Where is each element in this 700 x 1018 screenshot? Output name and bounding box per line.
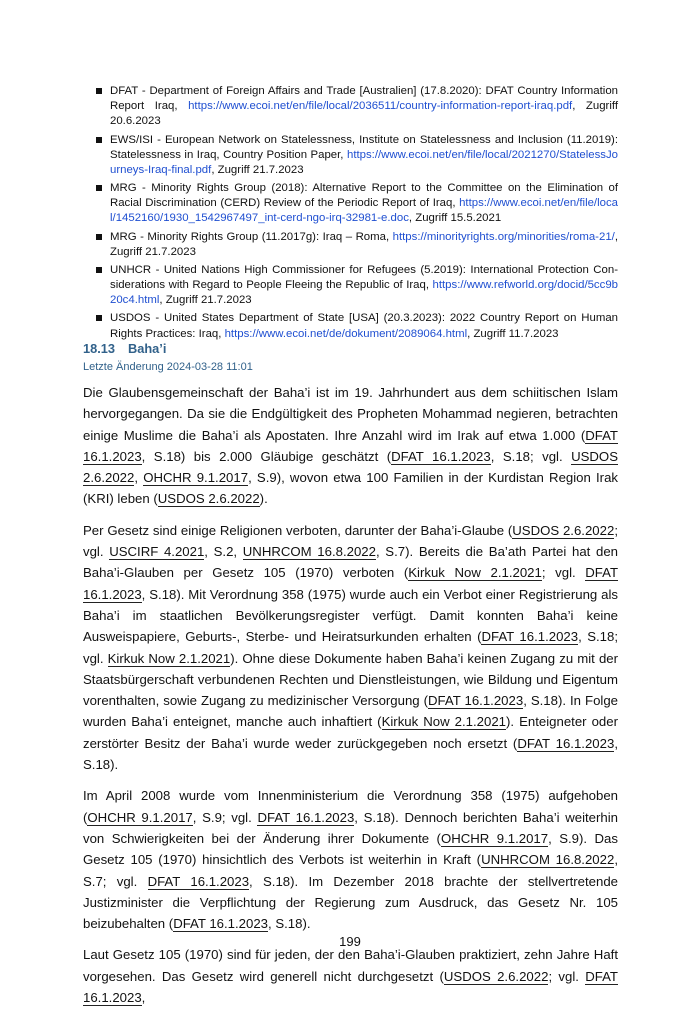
- paragraph-text: , S.9; vgl.: [192, 809, 258, 825]
- source-link[interactable]: https://www.ecoi.net/en/file/local/2036511/country-information-report-iraq.pdf: [188, 100, 573, 113]
- source-list: [96, 84, 618, 345]
- paragraph-text: , S.9). Das Gesetz 105 (1970) hinsichtlich des Verbots ist weiterhin in Kraft (: [83, 830, 618, 868]
- paragraph-text: , S.9), wovon etwa 100 Familien in der Kurdistan Region Irak (KRI) leben (: [83, 470, 618, 507]
- source-item: [96, 181, 618, 227]
- citation-link[interactable]: DFAT 16.1.2023: [391, 448, 491, 464]
- paragraph-text: , S.18).: [83, 735, 618, 773]
- source-text: USDOS - United States Department of State [USA] (20.3.2023): 2022 Country Report on Human Rights Practices: Iraq,: [110, 312, 618, 340]
- source-item: [96, 133, 618, 179]
- citation-link[interactable]: DFAT 16.1.2023: [173, 916, 269, 932]
- body-paragraph: [83, 785, 618, 934]
- citation-link[interactable]: Kirkuk Now 2.1.2021: [107, 650, 231, 666]
- paragraph-text: , S.18) bis 2.000 Gläubige geschätzt (: [141, 448, 392, 464]
- body-paragraph: [83, 382, 618, 510]
- bullet-icon: [96, 88, 102, 94]
- body-paragraph: [83, 944, 618, 1008]
- paragraph-text: , S.2,: [204, 544, 243, 560]
- citation-link[interactable]: UNHRCOM 16.8.2022: [481, 852, 615, 868]
- source-text: UNHCR - United Nations High Commissioner for Refugees (5.2019): International Protection Considerations with Regard to People Fleeing the Republic of Iraq,: [110, 263, 618, 291]
- source-item: [96, 311, 618, 341]
- paragraph-text: ; vgl.: [548, 968, 586, 984]
- paragraph-text: ).: [259, 491, 268, 507]
- paragraph-text: ; vgl.: [541, 565, 586, 581]
- source-item: [96, 230, 618, 260]
- section-heading: [83, 341, 166, 356]
- citation-link[interactable]: DFAT 16.1.2023: [83, 565, 619, 602]
- body-paragraph: [83, 520, 618, 776]
- paragraph-text: , S.18; vgl.: [490, 448, 572, 464]
- citation-link[interactable]: Kirkuk Now 2.1.2021: [381, 714, 507, 730]
- source-item: [96, 263, 618, 309]
- source-link[interactable]: https://www.ecoi.net/en/file/local/2021270/StatelessJourneys-Iraq-final.pdf: [110, 148, 618, 176]
- access-date: , Zugriff 11.7.2023: [467, 327, 559, 340]
- source-link[interactable]: https://www.ecoi.net/de/dokument/2089064.html: [224, 327, 468, 340]
- citation-link[interactable]: DFAT 16.1.2023: [83, 427, 618, 464]
- paragraph-text: Per Gesetz sind einige Religionen verboten, darunter der Baha’i-Glaube (: [83, 522, 513, 538]
- paragraph-text: Im April 2008 wurde vom Innenministerium die Verordnung 358 (1975) aufgehoben (: [83, 788, 618, 825]
- access-date: , Zugriff 21.7.2023: [211, 163, 304, 176]
- citation-link[interactable]: USDOS 2.6.2022: [83, 448, 618, 486]
- source-text: MRG - Minority Rights Group (2018): Alternative Report to the Committee on the Elimination of Racial Discrimination (CERD) Review of the Periodic Report of Iraq,: [110, 182, 618, 210]
- paragraph-text: , S.18). Im Dezember 2018 brachte der stellvertretende Justizminister die Verpflichtung der Regierung zum Ausdruck, das Gesetz Nr. 105 beizubehalten (: [83, 873, 618, 932]
- paragraph-text: ; vgl.: [83, 522, 618, 560]
- citation-link[interactable]: USDOS 2.6.2022: [157, 491, 260, 507]
- citation-link[interactable]: DFAT 16.1.2023: [517, 735, 615, 751]
- bullet-icon: [96, 234, 102, 240]
- page-number: 199: [339, 934, 361, 949]
- source-text: DFAT - Department of Foreign Affairs and Trade [Australien] (17.8.2020): DFAT Country Information Report Iraq,: [110, 85, 618, 113]
- source-text: MRG - Minority Rights Group (11.2017g): Iraq – Roma,: [110, 230, 393, 243]
- bullet-icon: [96, 137, 102, 143]
- access-date: , Zugriff 21.7.2023: [159, 294, 252, 307]
- paragraph-text: , S.7; vgl.: [83, 852, 618, 889]
- citation-link[interactable]: OHCHR 9.1.2017: [440, 830, 549, 846]
- citation-link[interactable]: DFAT 16.1.2023: [147, 873, 250, 889]
- citation-link[interactable]: USCIRF 4.2021: [109, 544, 205, 560]
- source-item: [96, 84, 618, 130]
- source-link[interactable]: https://www.refworld.org/docid/5cc9b20c4.html: [110, 279, 618, 307]
- paragraph-text: Laut Gesetz 105 (1970) sind für jeden, der den Baha’i-Glauben praktiziert, zehn Jahre Haft vorgesehen. Das Gesetz wird generell nicht durchgesetzt (: [83, 947, 618, 984]
- paragraph-text: , S.18). In Folge wurden Baha’i enteignet, manche auch inhaftiert (: [83, 693, 618, 730]
- paragraph-text: ,: [134, 470, 144, 486]
- source-link[interactable]: https://www.ecoi.net/en/file/local/1452160/1930_1542967497_int-cerd-ngo-irq-32981-e.doc: [110, 197, 618, 225]
- last-changed-date: Letzte Änderung 2024-03-28 11:01: [83, 361, 253, 373]
- bullet-icon: [96, 267, 102, 273]
- citation-link[interactable]: DFAT 16.1.2023: [83, 968, 618, 1006]
- citation-link[interactable]: DFAT 16.1.2023: [481, 629, 579, 645]
- source-text: EWS/ISI - European Network on Statelessness, Institute on Statelessness and Inclusion (11.2019): Statelessness in Iraq, Country Position Paper,: [110, 133, 618, 161]
- paragraph-text: , S.18). Dennoch berichten Baha’i weiterhin von Schwierigkeiten bei der Änderung ihrer Dokumente (: [83, 809, 618, 846]
- citation-link[interactable]: USDOS 2.6.2022: [512, 522, 615, 538]
- paragraph-text: ). Enteigneter oder zerstörter Besitz der Baha’i wurde weder zurückgegeben noch ersetzt (: [83, 714, 618, 751]
- access-date: , Zugriff 15.5.2021: [408, 212, 502, 225]
- bullet-icon: [96, 185, 102, 191]
- paragraph-text: , S.7). Bereits die Ba’ath Partei hat den Baha’i-Glauben per Gesetz 105 (1970) verboten (: [83, 544, 618, 581]
- paragraph-text: , S.18). Mit Verordnung 358 (1975) wurde auch ein Verbot einer Registrierung als Baha’i im staatlichen Bevölkerungsregister verfügt. Damit konnten Baha’i keine Ausweispapiere, Geburts-, Sterbe- und Heiratsurkunden erhalten (: [83, 586, 618, 645]
- paragraph-text: , S.18; vgl.: [83, 629, 618, 666]
- source-link[interactable]: https://minorityrights.org/minorities/roma-21/: [392, 230, 615, 243]
- citation-link[interactable]: Kirkuk Now 2.1.2021: [408, 565, 542, 581]
- citation-link[interactable]: OHCHR 9.1.2017: [87, 809, 193, 825]
- citation-link[interactable]: DFAT 16.1.2023: [428, 693, 524, 709]
- bullet-icon: [96, 315, 102, 321]
- section-number: 18.13: [83, 341, 116, 356]
- body-text: [83, 382, 618, 1018]
- citation-link[interactable]: OHCHR 9.1.2017: [143, 470, 249, 486]
- access-date: , Zugriff 21.7.2023: [110, 230, 618, 258]
- section-title: Baha’i: [128, 341, 167, 356]
- citation-link[interactable]: USDOS 2.6.2022: [443, 968, 549, 984]
- access-date: , Zugriff 20.6.2023: [110, 100, 618, 128]
- paragraph-text: ). Ohne diese Dokumente haben Baha’i keinen Zugang zu mit der Staatsbürgerschaft verbundenen Rechten und Dienstleistungen, wie Bildung und Eigentum vorenthalten, sowie Zugang zu medizinischer Versorgung (: [83, 650, 619, 709]
- citation-link[interactable]: UNHRCOM 16.8.2022: [242, 544, 376, 560]
- citation-link[interactable]: DFAT 16.1.2023: [257, 809, 355, 825]
- paragraph-text: Die Glaubensgemeinschaft der Baha’i ist im 19. Jahrhundert aus dem schiitischen Islam hervorgegangen. Da sie die Endgültigkeit des Propheten Mohammad negieren, betrachten einige Muslime die Baha’i als Apostaten. Ihre Anzahl wird im Irak auf etwa 1.000 (: [83, 385, 618, 443]
- paragraph-text: ,: [141, 990, 146, 1006]
- paragraph-text: , S.18).: [268, 916, 311, 932]
